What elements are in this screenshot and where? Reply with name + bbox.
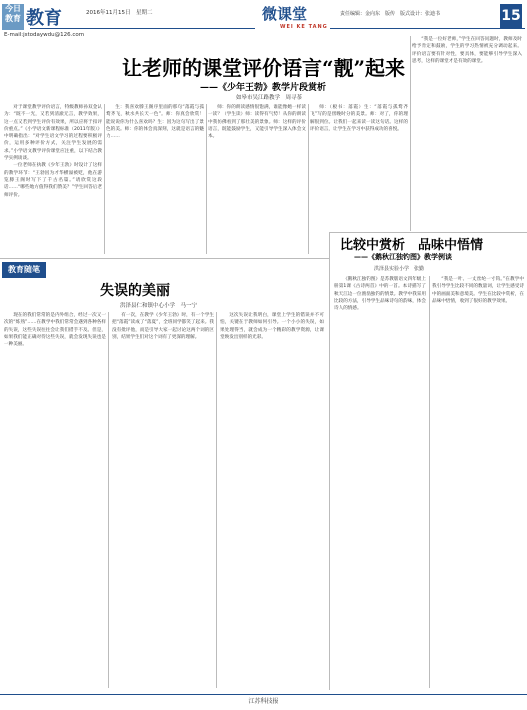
compare-subtitle: ——《鹅秋江独钓图》教学例谈: [354, 253, 452, 261]
main-article-col3: [208, 104, 306, 254]
paragraph: 现在的我们常常的是内外组合，经过一次又一次的“炼熟”……在教学中我们常常会遇到各种各样的失误，这些失误往往会让我们措手不及。但是，如果我们能正确对待这些失误，就会发现失误也是一种美丽。: [4, 313, 106, 348]
paragraph: “我是一位好老师，”学生在回答问题时，教师及时给予肯定和鼓励，学生的学习热情被充分调动起来。评价语言要有针对性，要具体，要能够引导学生深入思考，这样的课堂才是有效的课堂。: [412, 37, 522, 64]
header-rule-right: [330, 28, 525, 29]
column-divider: [108, 312, 109, 688]
compare-col1: [334, 276, 426, 688]
column-divider: [429, 276, 430, 688]
column-divider: [410, 36, 411, 231]
compare-byline: 洪泽县实验小学 张勤: [374, 266, 425, 272]
column-divider: [308, 104, 309, 254]
column-divider: [104, 104, 105, 254]
section-divider: [330, 232, 527, 233]
main-subhead: ——《少年王勃》教学片段赏析: [200, 83, 327, 93]
paragraph: 《鹅秋江独钓图》是苏教版语文四年级上册第1课《古诗两首》中的一首。本诗描写了秋天江边一位渔翁独钓的情景。教学中我采用比较的方法，引导学生品味诗句的韵味，体会诗人的情感。: [334, 277, 426, 312]
paragraph: “我是一叶、一丈丝纶一寸钩。”在教学中我引导学生比较不同的数量词，让学生感受诗中的画面美和意境美。学生在比较中赏析，在品味中悟情，收到了很好的教学效果。: [432, 277, 524, 304]
column-title: 微课堂: [262, 5, 308, 23]
essay-col3: [220, 312, 324, 688]
main-article-col4: [310, 104, 408, 229]
main-article-col5: [412, 36, 522, 231]
section-title: 教育: [26, 8, 62, 29]
footer-rule: [0, 694, 527, 695]
main-article-col2: [106, 104, 204, 254]
essay-col1: [4, 312, 106, 688]
newspaper-logo: 今日教育: [2, 4, 24, 30]
essay-byline: 洪泽县仁和镇中心小学 马一宁: [120, 303, 198, 309]
essay-title: 失误的美丽: [100, 283, 170, 299]
paragraph: 生：我喜欢滕王阁序里面的那句“落霞与孤鹜齐飞，秋水共长天一色”。师：你真会欣赏！能说说你为什么喜欢吗？生：因为这句写出了景色的美。师：你的体会真深刻，这就是语言的魅力……: [106, 105, 204, 140]
main-headline: 让老师的课堂评价语言“靓”起来: [121, 56, 405, 80]
paragraph: 对于课堂教学评价语言，特级教师孙双金认为：“既不一光，又若到清澈无言，教学效果，这一点又若到学生评价有效果，所以应将于扣评价重点。”《小学语文新课程标准（2011年版）》中明确指出：“对学生语文学习的过程要积极评价，运用多种评价方式，关注学生发展的需求。”小学语文教学评价课堂应注重，以下结合教学实例谈谈。: [4, 105, 102, 162]
compare-title: 比较中赏析 品味中悟情: [340, 238, 484, 253]
main-byline: 如皋市吴江路教学 周寻茶: [236, 95, 303, 101]
column-divider: [329, 232, 330, 690]
paragraph: 师：你的朗读感情很饱满，谁能像她一样读一读？（学生读）师：读得有气势！从你的朗读中我仿佛看到了那壮美的景象。师：这样的评价语言，既能鼓励学生，又能引导学生深入体会文本。: [208, 105, 306, 140]
compare-col2: [432, 276, 524, 688]
essay-section-tag: 教育随笔: [2, 262, 46, 278]
main-article-col1: [4, 104, 102, 254]
essay-col2: [112, 312, 214, 688]
issue-date: 2016年11月15日 星期二: [86, 10, 153, 16]
column-divider: [216, 312, 217, 688]
contact-email: E-mail:jstodaywdu@126.com: [4, 32, 85, 38]
paragraph: 一位老师在执教《少年王勃》时设计了这样的教学环节：“王勃因为才华横溢被贬，他在游览滕王阁时写下了千古名篇。”请欣赏这段话……“哪些地方值得我们赞美？”学生回答后老师评价。: [4, 163, 102, 198]
header-rule-left: [30, 28, 255, 29]
column-divider: [206, 104, 207, 254]
footer-publisher: 江苏科技报: [248, 698, 279, 705]
paragraph: 这次失误让我明白，课堂上学生的错误并不可怕，关键在于教师如何引导。一个小小的失误，如果处理得当，就会成为一个精彩的教学资源，让课堂焕发出别样的光彩。: [220, 313, 324, 340]
paragraph: 有一次，在教学《少年王勃》时，有一个学生把“落霞”读成了“落夏”，全班同学都笑了起来。我没有批评他，而是引导大家一起讨论这两个词的区别，结果学生们对这个词有了更深的理解。: [112, 313, 214, 340]
page-number: 15: [500, 4, 522, 28]
section-divider: [0, 258, 330, 259]
editor-credits: 责任编辑：金向东 版传 版式设计：张迪书: [340, 11, 441, 17]
column-subtitle: WEI KE TANG: [280, 24, 328, 30]
paragraph: 师：（板书：落霞）生：“落霞与孤鹜齐飞”写的是傍晚时分的美景。师：对了，你的理解很到位。让我们一起来读一读这句话。这样的评价语言，让学生在学习中获得成功的喜悦。: [310, 105, 408, 132]
